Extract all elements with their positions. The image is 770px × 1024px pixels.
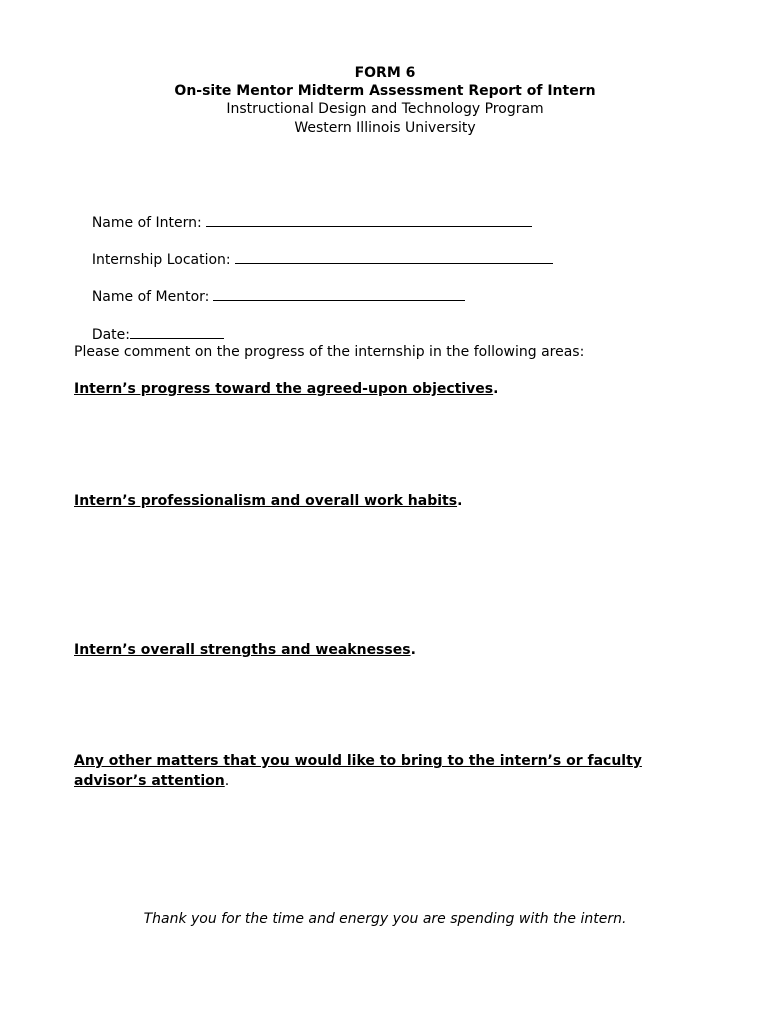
- section-other-line1: Any other matters that you would like to bring to the intern’s or faculty: [74, 753, 642, 769]
- instructions-text: Please comment on the progress of the internship in the following areas:: [74, 344, 585, 360]
- location-blank[interactable]: [235, 249, 553, 264]
- form-number: FORM 6: [354, 65, 416, 81]
- section-professionalism-text: Intern’s professionalism and overall work habits: [74, 493, 458, 509]
- section-progress-heading: [74, 379, 674, 399]
- university-name: Western Illinois University: [294, 120, 476, 136]
- section-progress-period: .: [493, 381, 499, 397]
- mentor-name-label: Name of Mentor:: [91, 289, 210, 305]
- intern-name-label: Name of Intern:: [91, 215, 202, 231]
- section-progress-text: Intern’s progress toward the agreed-upon objectives: [74, 381, 494, 397]
- form-title: On-site Mentor Midterm Assessment Report of Intern: [174, 83, 596, 99]
- location-label: Internship Location:: [91, 252, 231, 268]
- section-other-heading: [74, 751, 674, 791]
- mentor-name-blank[interactable]: [213, 286, 465, 301]
- section-other-line2: advisor’s attention: [74, 773, 225, 789]
- program-name: Instructional Design and Technology Program: [226, 101, 544, 117]
- date-blank[interactable]: [130, 324, 224, 339]
- date-label: Date:: [91, 327, 130, 343]
- section-strengths-period: .: [410, 642, 416, 658]
- section-strengths-heading: [74, 640, 674, 660]
- closing-message: Thank you for the time and energy you are spending with the intern.: [143, 911, 627, 927]
- section-other-period: .: [224, 773, 230, 789]
- section-professionalism-period: .: [457, 493, 463, 509]
- intern-name-blank[interactable]: [206, 212, 532, 227]
- section-professionalism-heading: [74, 491, 674, 511]
- section-strengths-text: Intern’s overall strengths and weaknesses: [74, 642, 411, 658]
